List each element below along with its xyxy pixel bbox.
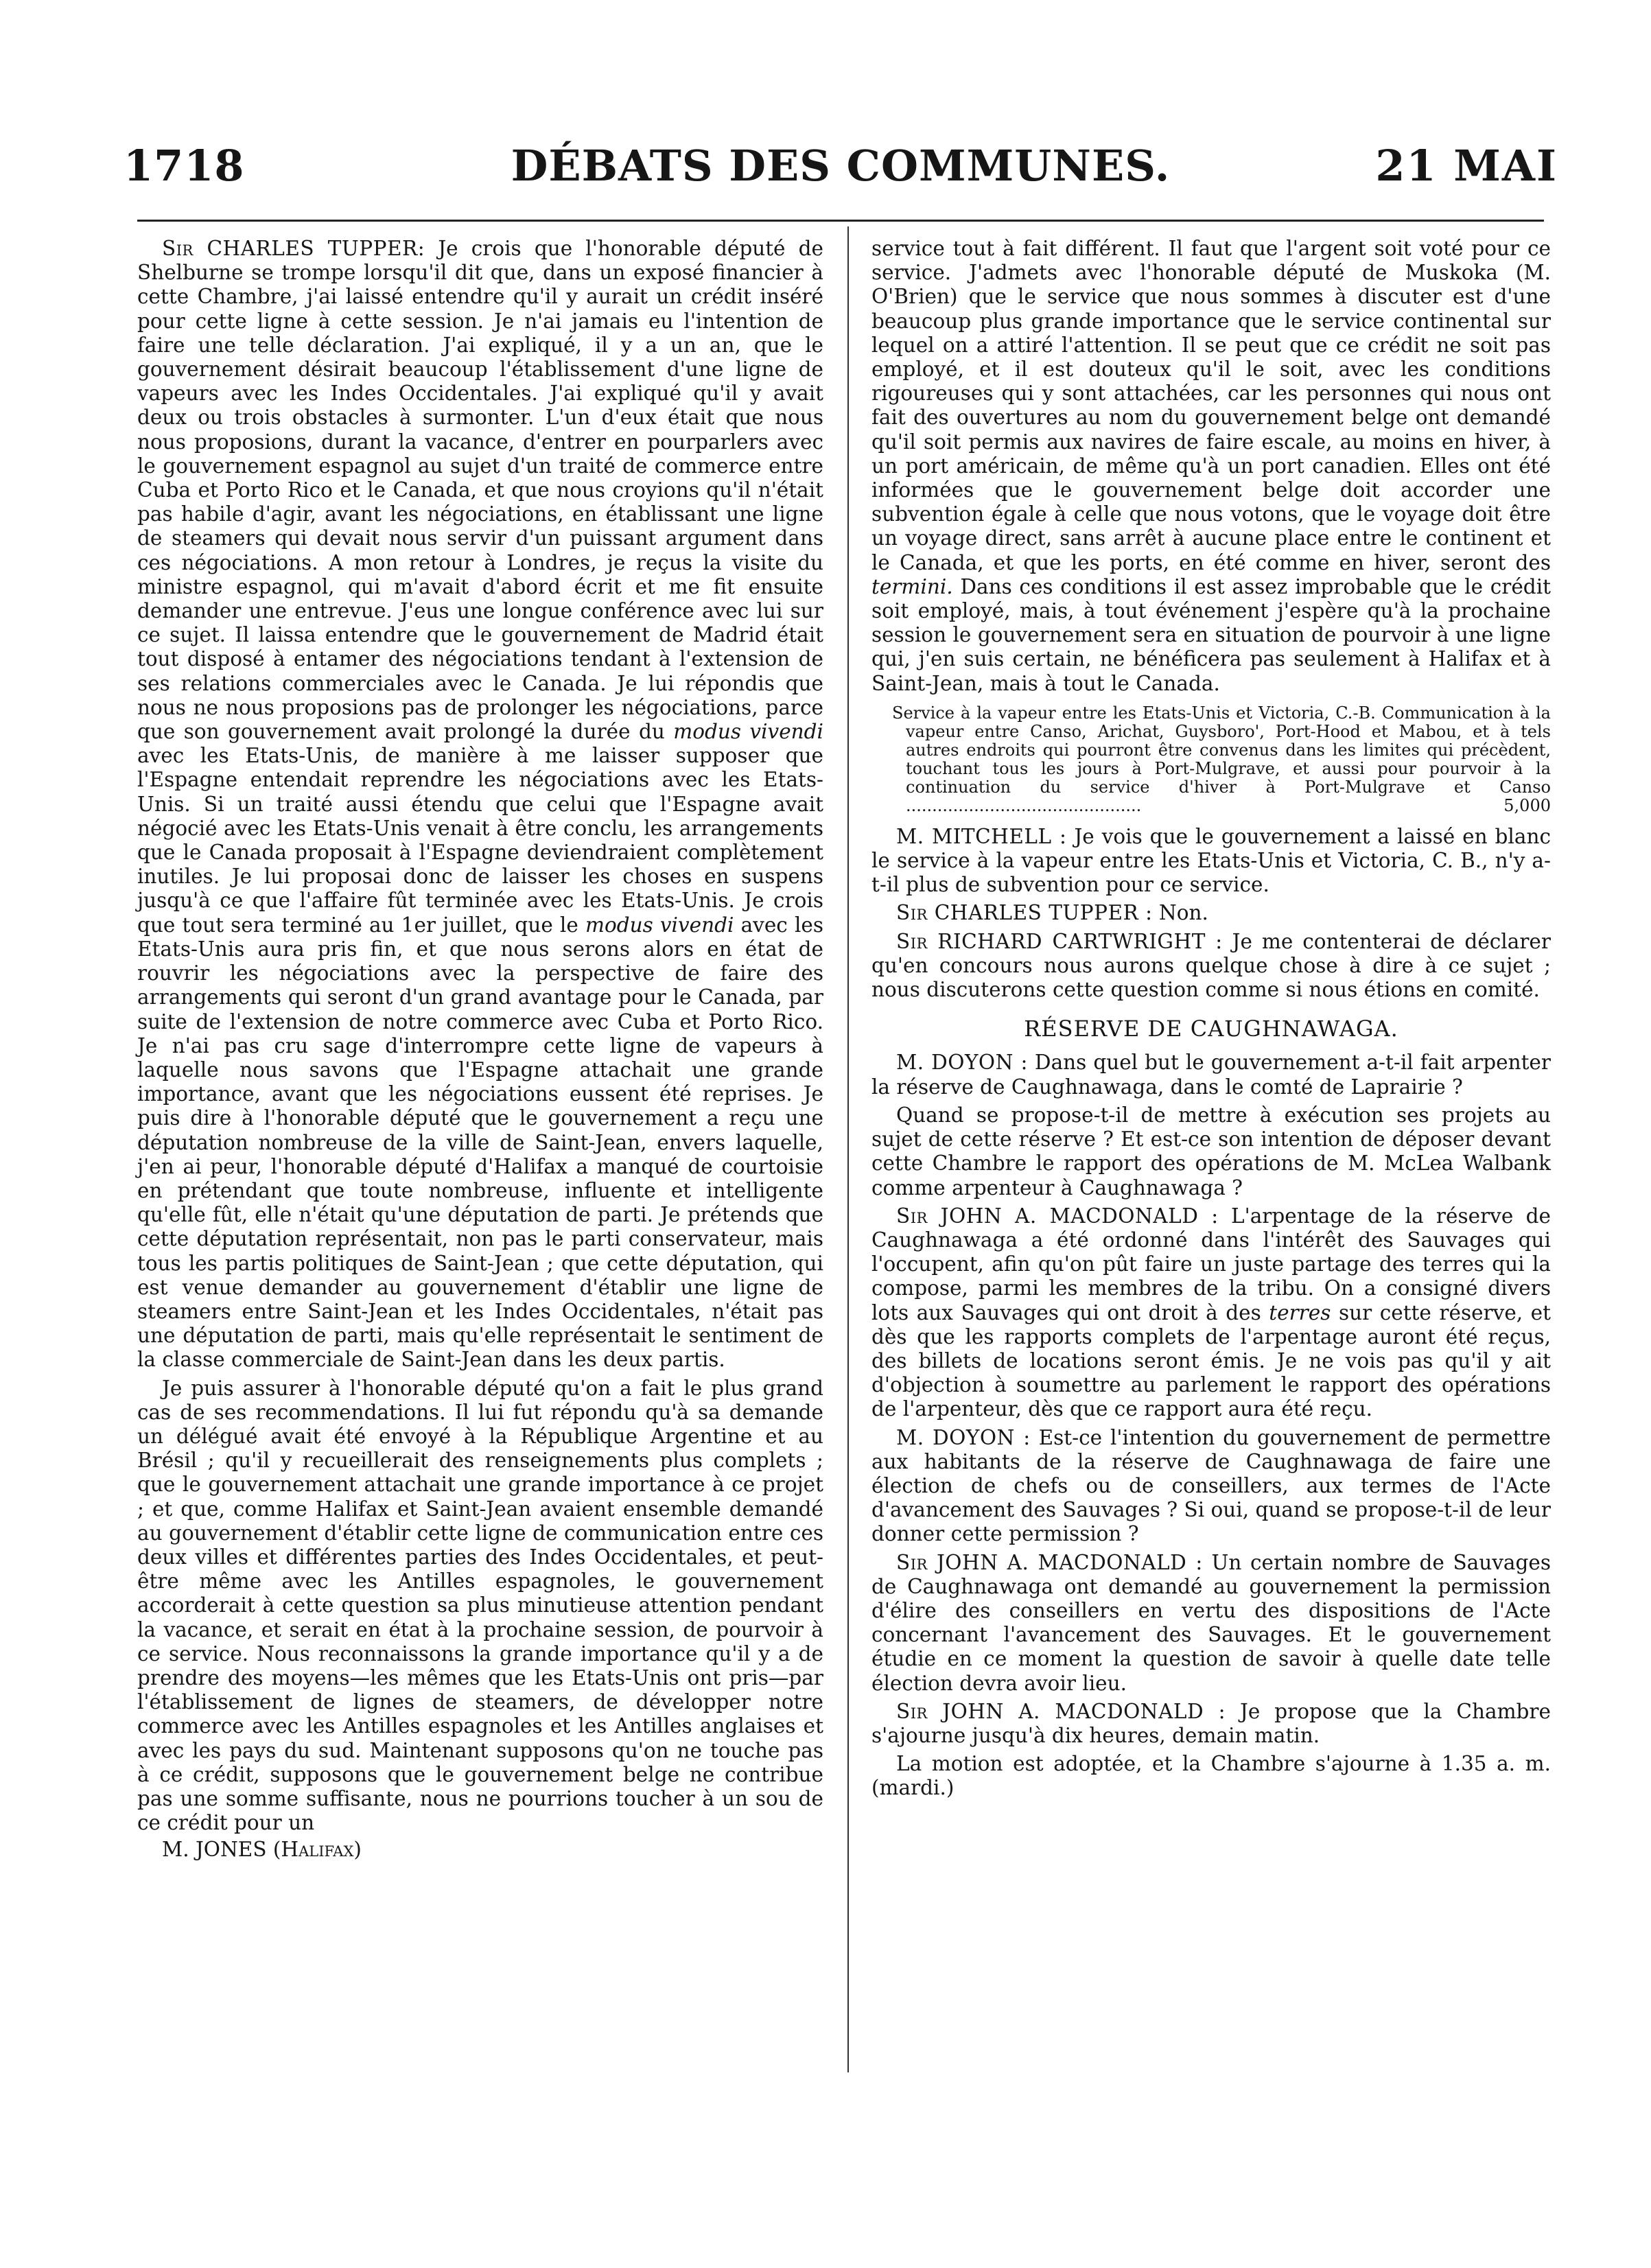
paragraph-text: L'arpentage de la réserve de Caughnawaga a été ordonné dans l'intérêt des Sauvages qui l'occupent, afin qu'on pût faire un juste partage des terres qui la compose, parmi les membres de la tribu. On a consigné divers lots aux Sauvages qui ont droit à des — [871, 1204, 1551, 1324]
header-rule — [137, 220, 1544, 222]
paragraph — [871, 1051, 1551, 1099]
budget-item-amount: 5,000 — [1503, 795, 1551, 815]
speaker-name: Sir RICHARD CARTWRIGHT : — [896, 929, 1223, 953]
speaker-signoff: M. JONES (Halifax) — [162, 1838, 362, 1862]
speaker-name: M. DOYON : — [896, 1425, 1031, 1449]
paragraph — [871, 1700, 1551, 1748]
paragraph-text: Je puis assurer à l'honorable député qu'on a fait le plus grand cas de ses recommendations. Il lui fut répondu qu'à sa demande un délégué avait été envoyé à la République Argentine et au Brésil ; qu'il y recueillerait des renseignements plus complets ; que le gouvernement attachait une grande importance à ce projet ; et que, comme Halifax et Saint-Jean avaient ensemble demandé au gouvernement d'établir cette ligne de communication entre ces deux villes et différentes parties des Indes Occidentales, et peut-être même avec les Antilles espagnoles, le gouvernement accorderait à cette question sa plus minutieuse attention pendant la vacance, et serait en état à la prochaine session, de pourvoir à ce service. Nous reconnaissons la grande importance qu'il y a de prendre des moyens—les mêmes que les Etats-Unis ont pris—par l'établissement de lignes de steamers, de développer notre commerce avec les Antilles espagnoles et les Antilles anglaises et avec les pays du sud. Maintenant supposons qu'on ne touche pas à ce crédit, supposons que le gouvernement belge ne contribue pas une somme suffisante, nous ne pourrions toucher à un sou de ce crédit pour un — [137, 1376, 823, 1835]
paragraph — [137, 237, 823, 1372]
paragraph — [871, 901, 1551, 925]
paragraph-text: sur cette réserve, et dès que les rapports complets de l'arpentage auront été reçus, des billets de locations seront émis. Je ne vois pas qu'il y ait d'objection à soumettre au parlement le rapport des opérations de l'arpenteur, dès que ce rapport aura été reçu. — [871, 1300, 1551, 1421]
speaker-name: M. MITCHELL : — [896, 824, 1067, 848]
paragraph-text: avec les Etats-Unis, de manière à me laisser supposer que l'Espagne entendait reprendre les négociations avec les Etats-Unis. Si un traité aussi étendu que celui que l'Espagne avait négocié avec les Etats-Unis venait à être conclu, les arrangements que le Canada proposait à l'Espagne deviendraient complètement inutiles. Je lui proposai donc de laisser les choses en suspens jusqu'à ce que l'affaire fût terminée avec les Etats-Unis. Je crois que tout sera terminé au 1er juillet, que le — [137, 744, 823, 937]
column-divider — [847, 226, 849, 2072]
paragraph — [871, 1551, 1551, 1696]
paragraph-text: Je propose que la Chambre s'ajourne jusqu'à dix heures, demain matin. — [871, 1699, 1551, 1747]
paragraph-text: Je vois que le gouvernement a laissé en blanc le service à la vapeur entre les Etats-Unis et Victoria, C. B., n'y a-t-il plus de subvention pour ce service. — [871, 824, 1551, 897]
italic-text: terres — [1269, 1300, 1331, 1324]
paragraph-text: Je crois que l'honorable député de Shelburne se trompe lorsqu'il dit que, dans un exposé financier à cette Chambre, j'ai laissé entendre qu'il y aurait un crédit inséré pour cette ligne à cette session. Je n'ai jamais eu l'intention de faire une telle déclaration. J'ai expliqué, il y a un an, que le gouvernement désirait beaucoup l'établissement d'une ligne de vapeurs avec les Indes Occidentales. J'ai expliqué qu'il y avait deux ou trois obstacles à surmonter. L'un d'eux était que nous nous proposions, durant la vacance, d'entrer en pourparlers avec le gouvernement espagnol au sujet d'un traité de commerce entre Cuba et Porto Rico et le Canada, et que nous croyions qu'il n'était pas habile d'agir, avant les négociations, en établissant une ligne de steamers qui devait nous servir d'un puissant argument dans ces négociations. A mon retour à Londres, je reçus la visite du ministre espagnol, qui m'avait d'abord écrit et me fit ensuite demander une entrevue. J'eus une longue conférence avec lui sur ce sujet. Il laissa entendre que le gouvernement de Madrid était tout disposé à entamer des négociations tendant à l'extension de ses relations commerciales avec le Canada. Je lui répondis que nous ne nous proposions pas de prolonger les négociations, parce que son gouvernement avait prolongé la durée du — [137, 237, 823, 744]
italic-text: termini. — [871, 574, 953, 598]
paragraph — [871, 1204, 1551, 1422]
speaker-name: Sir JOHN A. MACDONALD : — [896, 1204, 1219, 1228]
paragraph — [871, 930, 1551, 1003]
speaker-name: Sir JOHN A. MACDONALD : — [896, 1699, 1226, 1723]
paragraph — [871, 1426, 1551, 1547]
paragraph-text: Dans quel but le gouvernement a-t-il fait arpenter la réserve de Caughnawaga, dans le comté de Laprairie ? — [871, 1051, 1551, 1099]
paragraph-text: Non. — [1158, 901, 1208, 925]
left-column — [137, 237, 823, 1862]
paragraph-text: La motion est adoptée, et la Chambre s'ajourne à 1.35 a. m. (mardi.) — [871, 1752, 1551, 1800]
page-date: 21 MAI — [1375, 141, 1558, 191]
paragraph-text: avec les Etats-Unis aura pris fin, et que nous serons alors en état de rouvrir les négociations avec la perspective de faire des arrangements qui seront d'un grand avantage pour le Canada, par suite de l'extension de notre commerce avec Cuba et Porto Rico. Je n'ai pas cru sage d'interrompre cette ligne de vapeurs à laquelle nous savons que l'Espagne attachait une grande importance, avant que les négociations eussent été reprises. Je puis dire à l'honorable député que le gouvernement a reçu une députation nombreuse de la ville de Saint-Jean, envers laquelle, j'en ai peur, l'honorable député d'Halifax a manqué de courtoisie en prétendant que toute nombreuse, influente et intelligente qu'elle fût, elle n'était qu'une députation de parti. Je prétends que cette députation représentait, non pas le parti conservateur, mais tous les partis politiques de Saint-Jean ; que cette députation, qui est venue demander au gouvernement d'établir une ligne de steamers entre Saint-Jean et les Indes Occidentales, n'était pas une députation de parti, mais qu'elle représentait le sentiment de la classe commerciale de Saint-Jean dans les deux partis. — [137, 913, 823, 1372]
speaker-name: M. DOYON : — [896, 1051, 1028, 1075]
paragraph — [871, 237, 1551, 696]
paragraph-text: Dans ces conditions il est assez improbable que le crédit soit employé, mais, à tout événement j'espère qu'à la prochaine session le gouvernement sera en situation de pourvoir à une ligne qui, j'en suis certain, ne bénéficera pas seulement à Halifax et à Saint-Jean, mais à tout le Canada. — [871, 574, 1551, 695]
paragraph — [871, 1103, 1551, 1200]
paragraph-text: service tout à fait différent. Il faut que l'argent soit voté pour ce service. J'admets avec l'honorable député de Muskoka (M. O'Brien) que le service que nous sommes à discuter est d'une beaucoup plus grande importance que le service continental sur lequel on a attiré l'attention. Il se peut que ce crédit ne soit pas employé, et il est douteux qu'il le soit, avec les conditions rigoureuses qui y sont attachées, car les personnes qui nous ont fait des ouvertures au nom du gouvernement belge ont demandé qu'il soit permis aux navires de faire escale, au moins en hiver, à un port américain, de même qu'à un port canadien. Elles ont été informées que le gouvernement belge doit accorder une subvention égale à celle que nous votons, que le voyage doit être un voyage direct, sans arrêt à aucune place entre le continent et le Canada, et que les ports, en été comme en hiver, seront des — [871, 237, 1551, 574]
paragraph — [137, 1377, 823, 1836]
italic-text: modus vivendi — [673, 720, 823, 744]
italic-text: modus vivendi — [585, 913, 734, 937]
paragraph — [871, 825, 1551, 898]
speaker-name: Sir JOHN A. MACDONALD : — [896, 1550, 1203, 1574]
speaker-name: Sir CHARLES TUPPER: — [162, 237, 425, 260]
right-column — [871, 237, 1551, 1801]
paragraph-text: Quand se propose-t-il de mettre à exécution ses projets au sujet de cette réserve ? Et est-ce son intention de déposer devant cette Chambre le rapport des opérations de M. McLea Walbank comme arpenteur à Caughnawaga ? — [871, 1103, 1551, 1200]
budget-item — [892, 703, 1551, 815]
paragraph-text: Je me contenterai de déclarer qu'en concours nous aurons quelque chose à dire à ce sujet ; nous discuterons cette question comme si nous étions en comité. — [871, 929, 1551, 1002]
budget-item-text: Service à la vapeur entre les Etats-Unis et Victoria, C.-B. Communication à la vapeur entre Canso, Arichat, Guysboro', Port-Hood et Mabou, et à tels autres endroits qui pourront être convenus dans les limites qui précèdent, touchant tous les jours à Port-Mulgrave, et aussi pour pourvoir à la continuation du service d'hiver à Port-Mulgrave et Canso ............................................. — [892, 703, 1551, 815]
speaker-name: Sir CHARLES TUPPER : — [896, 901, 1153, 925]
paragraph-text: Un certain nombre de Sauvages de Caughnawaga ont demandé au gouvernement la permission d'élire des conseillers en vertu des dispositions de l'Acte concernant l'avancement des Sauvages. Et le gouvernement étudie en ce moment la question de savoir à quelle date telle élection devra avoir lieu. — [871, 1550, 1551, 1695]
page-title: DÉBATS DES COMMUNES. — [511, 141, 1171, 191]
section-title: RÉSERVE DE CAUGHNAWAGA. — [1024, 1016, 1398, 1042]
paragraph-text: Est-ce l'intention du gouvernement de permettre aux habitants de la réserve de Caughnawaga de faire une élection de chefs ou de conseillers, aux termes de l'Acte d'avancement des Sauvages ? Si oui, quand se propose-t-il de leur donner cette permission ? — [871, 1425, 1551, 1546]
paragraph — [871, 1752, 1551, 1800]
page-number: 1718 — [124, 141, 245, 191]
page-header — [124, 141, 1558, 202]
